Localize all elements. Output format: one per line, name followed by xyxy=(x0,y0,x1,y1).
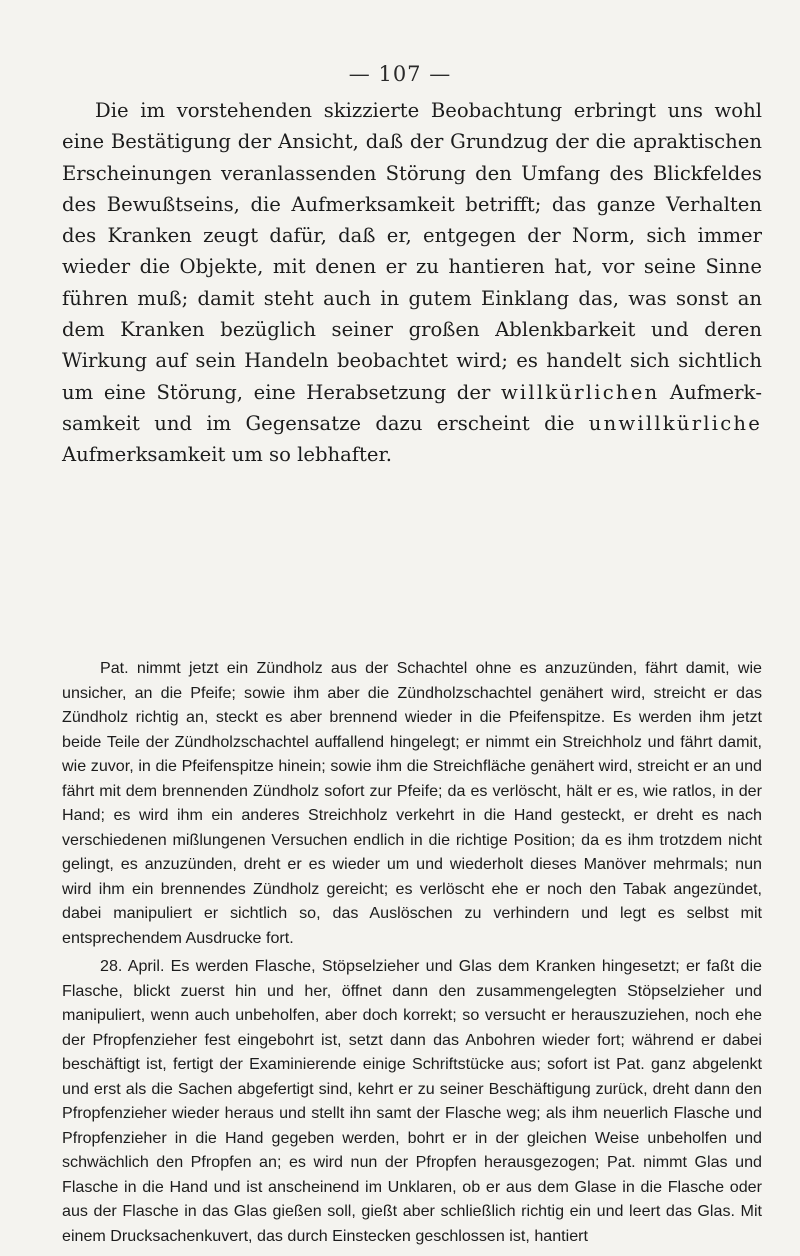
emphasized-word: unwillkürliche xyxy=(588,411,762,435)
page-number: — 107 — xyxy=(348,62,452,86)
paragraph-text-segment: Aufmerksamkeit und im Gegensatze dazu erscheint die xyxy=(62,380,762,435)
paragraph-text-segment: Aufmerksamkeit um so lebhafter. xyxy=(62,443,392,467)
paragraph-main-text xyxy=(62,95,762,471)
paragraph-case-observation-april-28: 28. April. Es werden Flasche, Stöpselzieher und Glas dem Kranken hingesetzt; er faßt die Flasche, blickt zuerst hin und her, öffnet dann den zusammengelegten Stöpselzieher und manipuliert, wenn auch unbeholfen, aber doch korrekt; so versucht er herauszuziehen, noch ehe der Pfropfenzieher fest eingebohrt ist, setzt dann das Anbohren wieder fort; während er dabei beschäftigt ist, fertigt der Examinierende einige Schriftstücke aus; sofort ist Pat. ganz abgelenkt und erst als die Sachen abgefertigt sind, kehrt er zu seiner Beschäftigung zurück, dreht dann den Pfropfenzieher wieder heraus und stellt ihn samt der Flasche weg; als ihm neuerlich Flasche und Pfropfenzieher in die Hand gegeben werden, bohrt er in der gleichen Weise unbeholfen und schwächlich den Pfropfen an; es wird nun der Pfropfen herausgezogen; Pat. nimmt Glas und Flasche in die Hand und ist anscheinend im Unklaren, ob er aus dem Glase in die Flasche oder aus der Flasche in das Glas gießen soll, gießt aber schließlich richtig ein und leert das Glas. Mit einem Drucksachenkuvert, das durch Einstecken geschlossen ist, hantiert xyxy=(62,957,762,1245)
emphasized-word: willkürlichen xyxy=(500,380,660,404)
paragraph-case-observation-matches: Pat. nimmt jetzt ein Zündholz aus der Schachtel ohne es anzuzünden, fährt damit, wie unsicher, an die Pfeife; sowie ihm aber die Zündholzschachtel genähert wird, streicht er das Zündholz richtig an, steckt es aber brennend wieder in die Pfeifenspitze. Es werden ihm jetzt beide Teile der Zündholzschachtel auffallend hingelegt; er nimmt ein Streichholz und fährt damit, wie zuvor, in die Pfeifenspitze hinein; sowie ihm die Streichfläche genähert wird, streicht er an und fährt mit dem brennenden Zündholz sofort zur Pfeife; da es verlöscht, hält er es, wie ratlos, in der Hand; es wird ihm ein anderes Streichholz verkehrt in die Hand gesteckt, er dreht es nach verschiedenen mißlungenen Versuchen endlich in die richtige Position; da es ihm trotzdem nicht gelingt, es anzuzünden, dreht er es wieder um und wiederholt dieses Manöver mehrmals; nun wird ihm ein brennendes Zündholz gereicht; es verlöscht ehe er noch den Tabak angezündet, dabei manipuliert er sichtlich so, das Auslöschen zu verhindern und legt es selbst mit entsprechendem Ausdrucke fort. xyxy=(62,659,762,947)
paragraph-text-segment: Die im vorstehenden skizzierte Beobachtung erbringt uns wohl eine Bestätigung der Ansicht, daß der Grundzug der die apraktischen Erscheinungen veranlassenden Störung den Umfang des Blickfeldes des Bewußtseins, die Aufmerksamkeit betrifft; das ganze Verhalten des Kranken zeugt dafür, daß er, entgegen der Norm, sich immer wieder die Objekte, mit denen er zu hantieren hat, vor seine Sinne führen muß; damit steht auch in gutem Einklang das, was sonst an dem Kranken bezüglich seiner großen Ablenkbarkeit und deren Wirkung auf sein Handeln beobachtet wird; es handelt sich sichtlich um eine Störung, eine Herabsetzung der xyxy=(62,99,762,404)
